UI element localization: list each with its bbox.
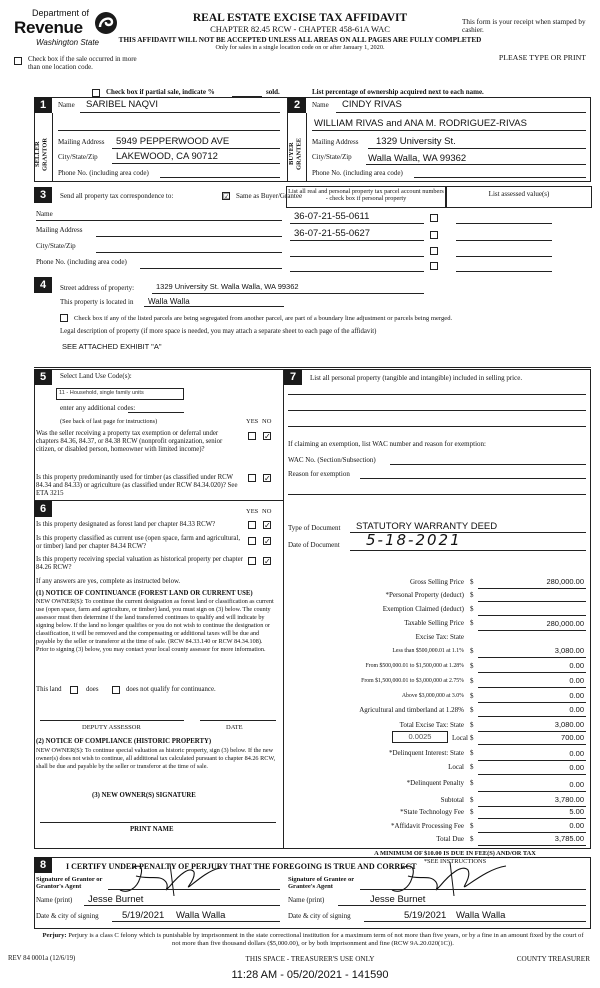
land-use-label: Select Land Use Code(s): [60, 372, 132, 380]
land-does-not-checkbox[interactable] [112, 686, 120, 694]
does-not-label: does not qualify for continuance. [126, 686, 216, 693]
section-4-number: 4 [34, 277, 52, 293]
local-label: Local [452, 734, 468, 742]
taxable-currency: $ [470, 619, 474, 627]
personal-property-deduct-label: *Personal Property (deduct) [385, 591, 464, 599]
notice-continuance-title: (1) NOTICE OF CONTINUANCE (FOREST LAND OR CURRENT USE) [36, 590, 253, 597]
revenue-wordmark: Revenue [14, 18, 83, 37]
local-rate-value: 0.0025 [408, 732, 432, 741]
parcel-number-2: 36-07-21-55-0627 [294, 228, 371, 239]
doc-type-value: STATUTORY WARRANTY DEED [356, 521, 498, 532]
total-state-currency: $ [470, 721, 474, 729]
dept-of-label: Department of [32, 8, 90, 18]
washington-state-label: Washington State [36, 38, 100, 47]
forest-yes-checkbox[interactable] [248, 521, 256, 529]
form-title: REAL ESTATE EXCISE TAX AFFIDAVIT [192, 12, 408, 24]
personal-currency: $ [470, 591, 474, 599]
buyer-city-label: City/State/Zip [312, 153, 352, 161]
deputy-date-label: DATE [226, 724, 243, 731]
located-in-label: This property is located in [60, 298, 134, 306]
assessed-header: List assessed value(s) [488, 190, 550, 198]
receipt-note: This form is your receipt when stamped by cashier. [462, 18, 586, 35]
tech-fee-label: *State Technology Fee [400, 808, 464, 816]
this-land-label: This land [36, 686, 62, 693]
section-6-number: 6 [34, 501, 52, 517]
buyer-name-label: Name [312, 101, 329, 109]
legal-description-value: SEE ATTACHED EXHIBIT "A" [62, 342, 162, 351]
wac-no-label: WAC No. (Section/Subsection) [288, 456, 376, 464]
parcel-2-personal-checkbox[interactable] [430, 231, 438, 239]
if-yes-note: If any answers are yes, complete as instructed below. [36, 578, 181, 585]
delinquent-penalty-value: 0.00 [569, 780, 584, 789]
parcel-header: List all real and personal property tax parcel account numbers - check box if personal property [288, 188, 444, 203]
parcel-3-personal-checkbox[interactable] [430, 247, 438, 255]
grantor-name-label: Name (print) [36, 896, 73, 904]
reason-exemption-label: Reason for exemption [288, 470, 350, 478]
tier3-currency: $ [470, 677, 474, 685]
see-instructions-note: *SEE INSTRUCTIONS [423, 858, 487, 865]
street-address-value: 1329 University St. Walla Walla, WA 99362 [156, 282, 299, 291]
tier1-label: Less than $500,000.01 at 1.1% [392, 648, 464, 654]
grantee-signature-label [288, 876, 358, 890]
tier2-value: 0.00 [569, 661, 584, 670]
segregated-checkbox[interactable] [60, 314, 68, 322]
taxable-price-value: 280,000.00 [546, 619, 584, 628]
seller-phone-label: Phone No. (including area code) [58, 169, 149, 177]
seller-mailing-label: Mailing Address [58, 138, 105, 146]
form-number: REV 84 0001a (12/6/19) [8, 955, 76, 962]
grantor-date-value: 5/19/2021 [122, 910, 165, 921]
exemption-wac-label: If claiming an exemption, list WAC number and reason for exemption: [288, 440, 486, 448]
section-8-number: 8 [34, 857, 52, 873]
grantor-city-value: Walla Walla [176, 910, 226, 921]
notice-compliance-body: NEW OWNER(S): To continue special valuation as historic property, sign (3) below. If the new owner(s) does not wish to continue, all additional tax calculated pursuant to chapter 84.26 RCW, shall be due and payable by the seller or transferor at the time of sale. [36, 747, 276, 770]
buyer-phone-label: Phone No. (including area code) [312, 169, 403, 177]
parcel-4-personal-checkbox[interactable] [430, 262, 438, 270]
total-state-label: Total Excise Tax: State [399, 721, 464, 729]
ag-timber-label: Agricultural and timberland at 1.28% [359, 706, 464, 714]
subtotal-value: 3,780.00 [554, 795, 584, 804]
gross-value: 280,000.00 [546, 577, 584, 586]
perjury-text: Perjury is a class C felony which is punishable by imprisonment in the state correctional institution for a maximum term of not more than five years, or by a fine in an amount fixed by the court of not more than five thousand dollars ($5,000.00), or by both imprisonment and fine (RCW 9A.20.020(1C)). [68, 932, 584, 948]
delinquent-penalty-label: *Delinquent Penalty [406, 779, 464, 787]
buyer-side-label: BUYER GRANTEE [288, 137, 303, 171]
sec3-city-label: City/State/Zip [36, 242, 76, 250]
affidavit-fee-value: 0.00 [569, 821, 584, 830]
dor-logo [14, 8, 126, 52]
section-2-number: 2 [288, 97, 306, 113]
sec5-yes-header: YES [246, 418, 259, 425]
historical-yes-checkbox[interactable] [248, 557, 256, 565]
tier3-label: From $1,500,000.01 to $3,000,000 at 2.75% [361, 678, 464, 684]
historical-no-checkbox[interactable]: ✓ [264, 557, 271, 566]
grantee-city-value: Walla Walla [456, 910, 506, 921]
affidavit-fee-label: *Affidavit Processing Fee [391, 822, 464, 830]
timber-question: Is this property predominantly used for timber (as classified under RCW 84.34 and 84.33) or agriculture (as classified under RCW 84.34.020)? See ETA 3215 [36, 474, 238, 497]
exemption-claimed-label: Exemption Claimed (deduct) [382, 605, 464, 613]
located-in-value: Walla Walla [148, 297, 190, 306]
perjury-label: Perjury: [42, 932, 67, 939]
grantor-signature-label-text: Signature of Grantor or Grantor's Agent [36, 876, 103, 891]
exemption-question: Was the seller receiving a property tax exemption or deferral under chapters 84.36, 84.37, or 84.38 RCW (nonprofit organization, senior citizen, or disabled person, homeowner with limited income)? [36, 430, 223, 453]
deputy-assessor-label: DEPUTY ASSESSOR [82, 724, 141, 731]
buyer-name-value: CINDY RIVAS [342, 99, 402, 110]
minimum-due-note: A MINIMUM OF $10.00 IS DUE IN FEE(S) AND/OR TAX [374, 850, 536, 857]
doc-date-label: Date of Document [288, 541, 340, 549]
personal-property-label: List all personal property (tangible and intangible) included in selling price. [310, 374, 523, 382]
current-use-question: Is this property classified as current use (open space, farm and agricultural, or timber) land per chapter 84.34 RCW? [36, 535, 241, 550]
taxable-price-label: Taxable Selling Price [404, 619, 464, 627]
dor-swirl-icon [94, 10, 118, 36]
sec6-no-header: NO [262, 508, 272, 515]
doc-date-value: 5-18-2021 [366, 531, 462, 549]
certify-statement: I CERTIFY UNDER PENALTY OF PERJURY THAT THE FOREGOING IS TRUE AND CORRECT [66, 862, 417, 871]
doc-type-label: Type of Document [288, 524, 341, 532]
section-7-number: 7 [284, 369, 302, 385]
tier4-label: Above $3,000,000 at 3.0% [401, 693, 464, 699]
multi-location-label: Check box if the sale occurred in more than one location code. [28, 55, 137, 72]
parcel-number-1: 36-07-21-55-0611 [294, 211, 370, 222]
excise-state-label: Excise Tax: State [415, 633, 464, 641]
seller-side-label: SELLER GRANTOR [34, 137, 49, 171]
total-due-value: 3,785.00 [554, 834, 584, 843]
subtotal-label: Subtotal [440, 796, 464, 804]
land-does-checkbox[interactable] [70, 686, 78, 694]
tier2-currency: $ [470, 662, 474, 670]
county-treasurer-label: COUNTY TREASURER [516, 955, 590, 963]
section-5-number: 5 [34, 369, 52, 385]
total-due-label: Total Due [436, 835, 464, 843]
completion-warning: THIS AFFIDAVIT WILL NOT BE ACCEPTED UNLESS ALL AREAS ON ALL PAGES ARE FULLY COMPLETED [118, 36, 482, 44]
please-type-note: PLEASE TYPE OR PRINT [498, 53, 586, 62]
historical-question: Is this property receiving special valuation as historical property per chapter 84.26 RCW? [36, 556, 243, 571]
sec3-phone-label: Phone No. (including area code) [36, 258, 127, 266]
current-use-no-checkbox[interactable]: ✓ [264, 537, 271, 546]
grantor-signature-label [36, 876, 106, 890]
buyer-city-value: Walla Walla, WA 99362 [368, 153, 467, 164]
send-correspondence-label: Send all property tax correspondence to: [60, 192, 174, 200]
grantee-date-city-label: Date & city of signing [288, 912, 351, 920]
notice-compliance-title: (2) NOTICE OF COMPLIANCE (HISTORIC PROPERTY) [36, 738, 212, 745]
sec3-mailing-label: Mailing Address [36, 226, 83, 234]
partial-sale-checkbox[interactable] [92, 89, 100, 97]
same-as-buyer-checkbox[interactable]: ☑ [223, 192, 231, 201]
tier2-label: From $500,000.01 to $1,500,000 at 1.28% [365, 663, 464, 669]
treasurer-space-label: THIS SPACE - TREASURER'S USE ONLY [245, 955, 375, 963]
delinquent-interest-value: 0.00 [569, 749, 584, 758]
new-owner-signature-label: (3) NEW OWNER(S) SIGNATURE [92, 792, 196, 799]
section-1-number: 1 [34, 97, 52, 113]
tier4-currency: $ [470, 692, 474, 700]
local2-value: 0.00 [569, 763, 584, 772]
calc-table [284, 560, 591, 850]
legal-description-label: Legal description of property (if more space is needed, you may attach a separate sheet to each page of the affidavit) [60, 328, 377, 335]
local2-currency: $ [470, 763, 474, 771]
timber-yes-checkbox[interactable] [248, 474, 256, 482]
seller-city-value: LAKEWOOD, CA 90712 [116, 151, 218, 162]
sec6-yes-header: YES [246, 508, 259, 515]
recording-stamp: 11:28 AM - 05/20/2021 - 141590 [231, 969, 389, 981]
local2-label: Local [448, 763, 464, 771]
total-due-currency: $ [470, 835, 474, 843]
notice-continuance-body: NEW OWNER(S): To continue the current designation as forest land or classification as current use (open space, farm and agriculture, or timber) land, you must sign on (3) below. The county assessor must then determine if the land transferred continues to qualify and will indicate by signing below. If the land no longer qualifies or you do not wish to continue the designation or classification, it will be removed and the compensating or additional taxes will be due and payable by the seller or transferor at the time of sale. (RCW 84.33.140 or RCW 84.34.108). Prior to signing (3) below, you may contact your local county assessor for more information. [36, 598, 274, 653]
tier3-value: 0.00 [569, 676, 584, 685]
tier1-value: 3,080.00 [554, 646, 584, 655]
subtotal-currency: $ [470, 796, 474, 804]
perjury-notice [40, 932, 586, 948]
local-currency: $ [470, 734, 474, 742]
seller-name-label: Name [58, 101, 75, 109]
tier4-value: 0.00 [569, 691, 584, 700]
buyer-mailing-label: Mailing Address [312, 138, 359, 146]
single-location-note: Only for sales in a single location code on or after January 1, 2020. [215, 44, 385, 51]
ag-timber-value: 0.00 [569, 705, 584, 714]
section-3-number: 3 [34, 187, 52, 203]
ag-currency: $ [470, 706, 474, 714]
buyer-mailing-value: 1329 University St. [376, 136, 456, 147]
tech-fee-currency: $ [470, 808, 474, 816]
print-name-label: PRINT NAME [130, 826, 174, 833]
grantee-signature-label-text: Signature of Grantee or Grantee's Agent [288, 876, 355, 891]
grantor-date-city-label: Date & city of signing [36, 912, 99, 920]
delinquent-interest-currency: $ [470, 749, 474, 757]
gross-label: Gross Selling Price [409, 578, 464, 586]
seller-name-value: SARIBEL NAQVI [86, 99, 158, 110]
multi-location-checkbox[interactable] [14, 57, 22, 65]
gross-currency: $ [470, 578, 474, 586]
parcel-1-personal-checkbox[interactable] [430, 214, 438, 222]
seller-mailing-value: 5949 PEPPERWOOD AVE [116, 136, 230, 147]
exemption-yes-checkbox[interactable] [248, 432, 256, 440]
does-label: does [86, 686, 99, 693]
exemption-currency: $ [470, 605, 474, 613]
segregated-label: Check box if any of the listed parcels are being segregated from another parcel, are part of a boundary line adjustment or parcels being merged. [74, 315, 453, 322]
grantee-date-value: 5/19/2021 [404, 910, 447, 921]
local-value: 700.00 [561, 733, 584, 742]
street-address-label: Street address of property: [60, 284, 135, 292]
exemption-no-checkbox[interactable]: ✓ [264, 432, 271, 441]
same-as-buyer-label: Same as Buyer/Grantee [236, 192, 303, 200]
see-back-note: (See back of last page for instructions) [60, 418, 158, 425]
grantee-name-label: Name (print) [288, 896, 325, 904]
total-state-value: 3,080.00 [554, 720, 584, 729]
forest-no-checkbox[interactable]: ✓ [264, 521, 271, 530]
ownership-note: List percentage of ownership acquired next to each name. [312, 88, 484, 96]
affidavit-fee-currency: $ [470, 822, 474, 830]
sold-label: sold. [266, 88, 280, 96]
grantee-name-value: Jesse Burnet [370, 894, 426, 905]
seller-city-label: City/State/Zip [58, 153, 98, 161]
delinquent-penalty-currency: $ [470, 779, 474, 787]
tech-fee-value: 5.00 [569, 807, 584, 816]
tier1-currency: $ [470, 647, 474, 655]
partial-sale-label: Check box if partial sale, indicate % [106, 88, 215, 96]
current-use-yes-checkbox[interactable] [248, 537, 256, 545]
land-use-code-value: 11 - Household, single family units [59, 390, 144, 396]
additional-codes-label: enter any additional codes: [60, 404, 136, 412]
delinquent-interest-label: *Delinquent Interest: State [388, 749, 464, 757]
timber-no-checkbox[interactable]: ✓ [264, 474, 271, 483]
forest-land-question: Is this property designated as forest land per chapter 84.33 RCW? [36, 521, 216, 528]
form-chapter: CHAPTER 82.45 RCW - CHAPTER 458-61A WAC [210, 24, 390, 34]
grantor-name-value: Jesse Burnet [88, 894, 144, 905]
sec3-name-label: Name [36, 210, 53, 218]
sec5-no-header: NO [262, 418, 272, 425]
buyer-name2-value: WILLIAM RIVAS and ANA M. RODRIGUEZ-RIVAS [314, 118, 527, 129]
